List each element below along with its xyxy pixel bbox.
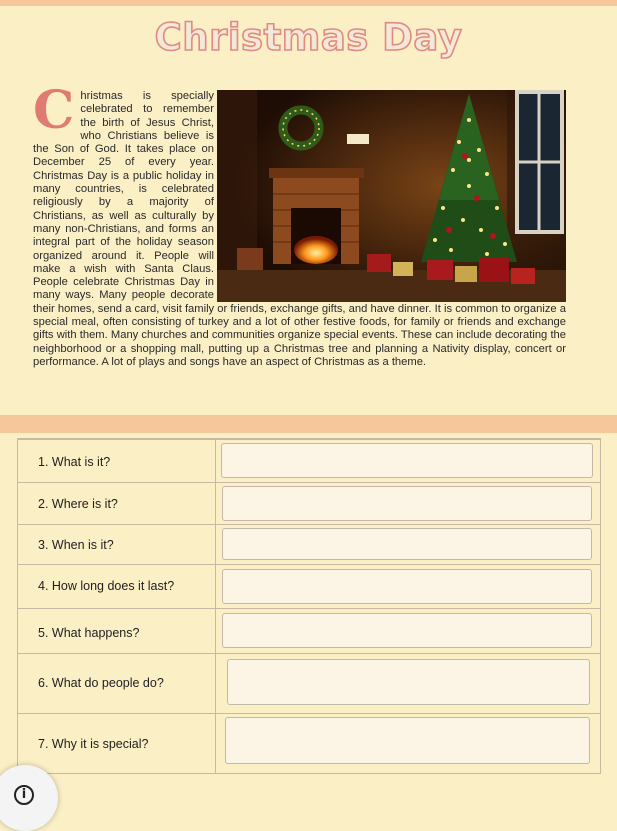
top-stripe [0,0,617,6]
question-label: 1. What is it? [38,455,111,469]
answer-box-4[interactable] [222,569,592,604]
info-icon: i [14,785,34,805]
answer-box-1[interactable] [221,443,593,478]
question-row [18,564,600,609]
christmas-photo [217,90,566,302]
question-row [18,482,600,525]
question-row [18,524,600,565]
page-title: Christmas Day [154,16,463,59]
article-text: hristmas is specially celebrated to remember the birth of Jesus Christ, who Christians believe is the Son of God. It takes place on December 25 of every year. Christmas Day is a public holiday in many countries, is celebrated religiously by a majority of Christians, as well as culturally by many non-Christians, and forms an integral part of the holiday season organized around it. People will make a wish with Santa Claus. People celebrate Christmas Day in many ways. Many people decorate their homes, send a card, visit family or friends, exchange gifts, and have dinner. It is common to organize a special meal, often consisting of turkey and a lot of other festive foods, for family or friends and exchange gifts with them. Many churches and communities organize special events. These can include decorating the neighborhood or a shopping mall, putting up a Christmas tree and planning a Nativity display, concert or performance. A lot of plays and songs have an aspect of Christmas as a theme. [33,90,566,368]
question-label: 2. Where is it? [38,497,118,511]
question-row [18,653,600,714]
question-row [18,439,600,483]
answer-box-2[interactable] [222,486,592,521]
answer-box-3[interactable] [222,528,592,560]
drop-cap: C [33,80,75,141]
article [33,80,566,369]
question-row [18,608,600,654]
question-label: 7. Why it is special? [38,737,149,751]
answer-box-5[interactable] [222,613,592,648]
question-label: 5. What happens? [38,626,140,640]
answer-box-7[interactable] [225,717,590,764]
christmas-scene-illustration [217,90,566,302]
question-row [18,713,600,774]
answer-box-6[interactable] [227,659,590,705]
question-label: 6. What do people do? [38,676,164,690]
section-divider-band [0,415,617,433]
question-label: 4. How long does it last? [38,579,175,593]
question-table [17,438,601,774]
info-button[interactable] [0,765,58,831]
question-label: 3. When is it? [38,538,114,552]
